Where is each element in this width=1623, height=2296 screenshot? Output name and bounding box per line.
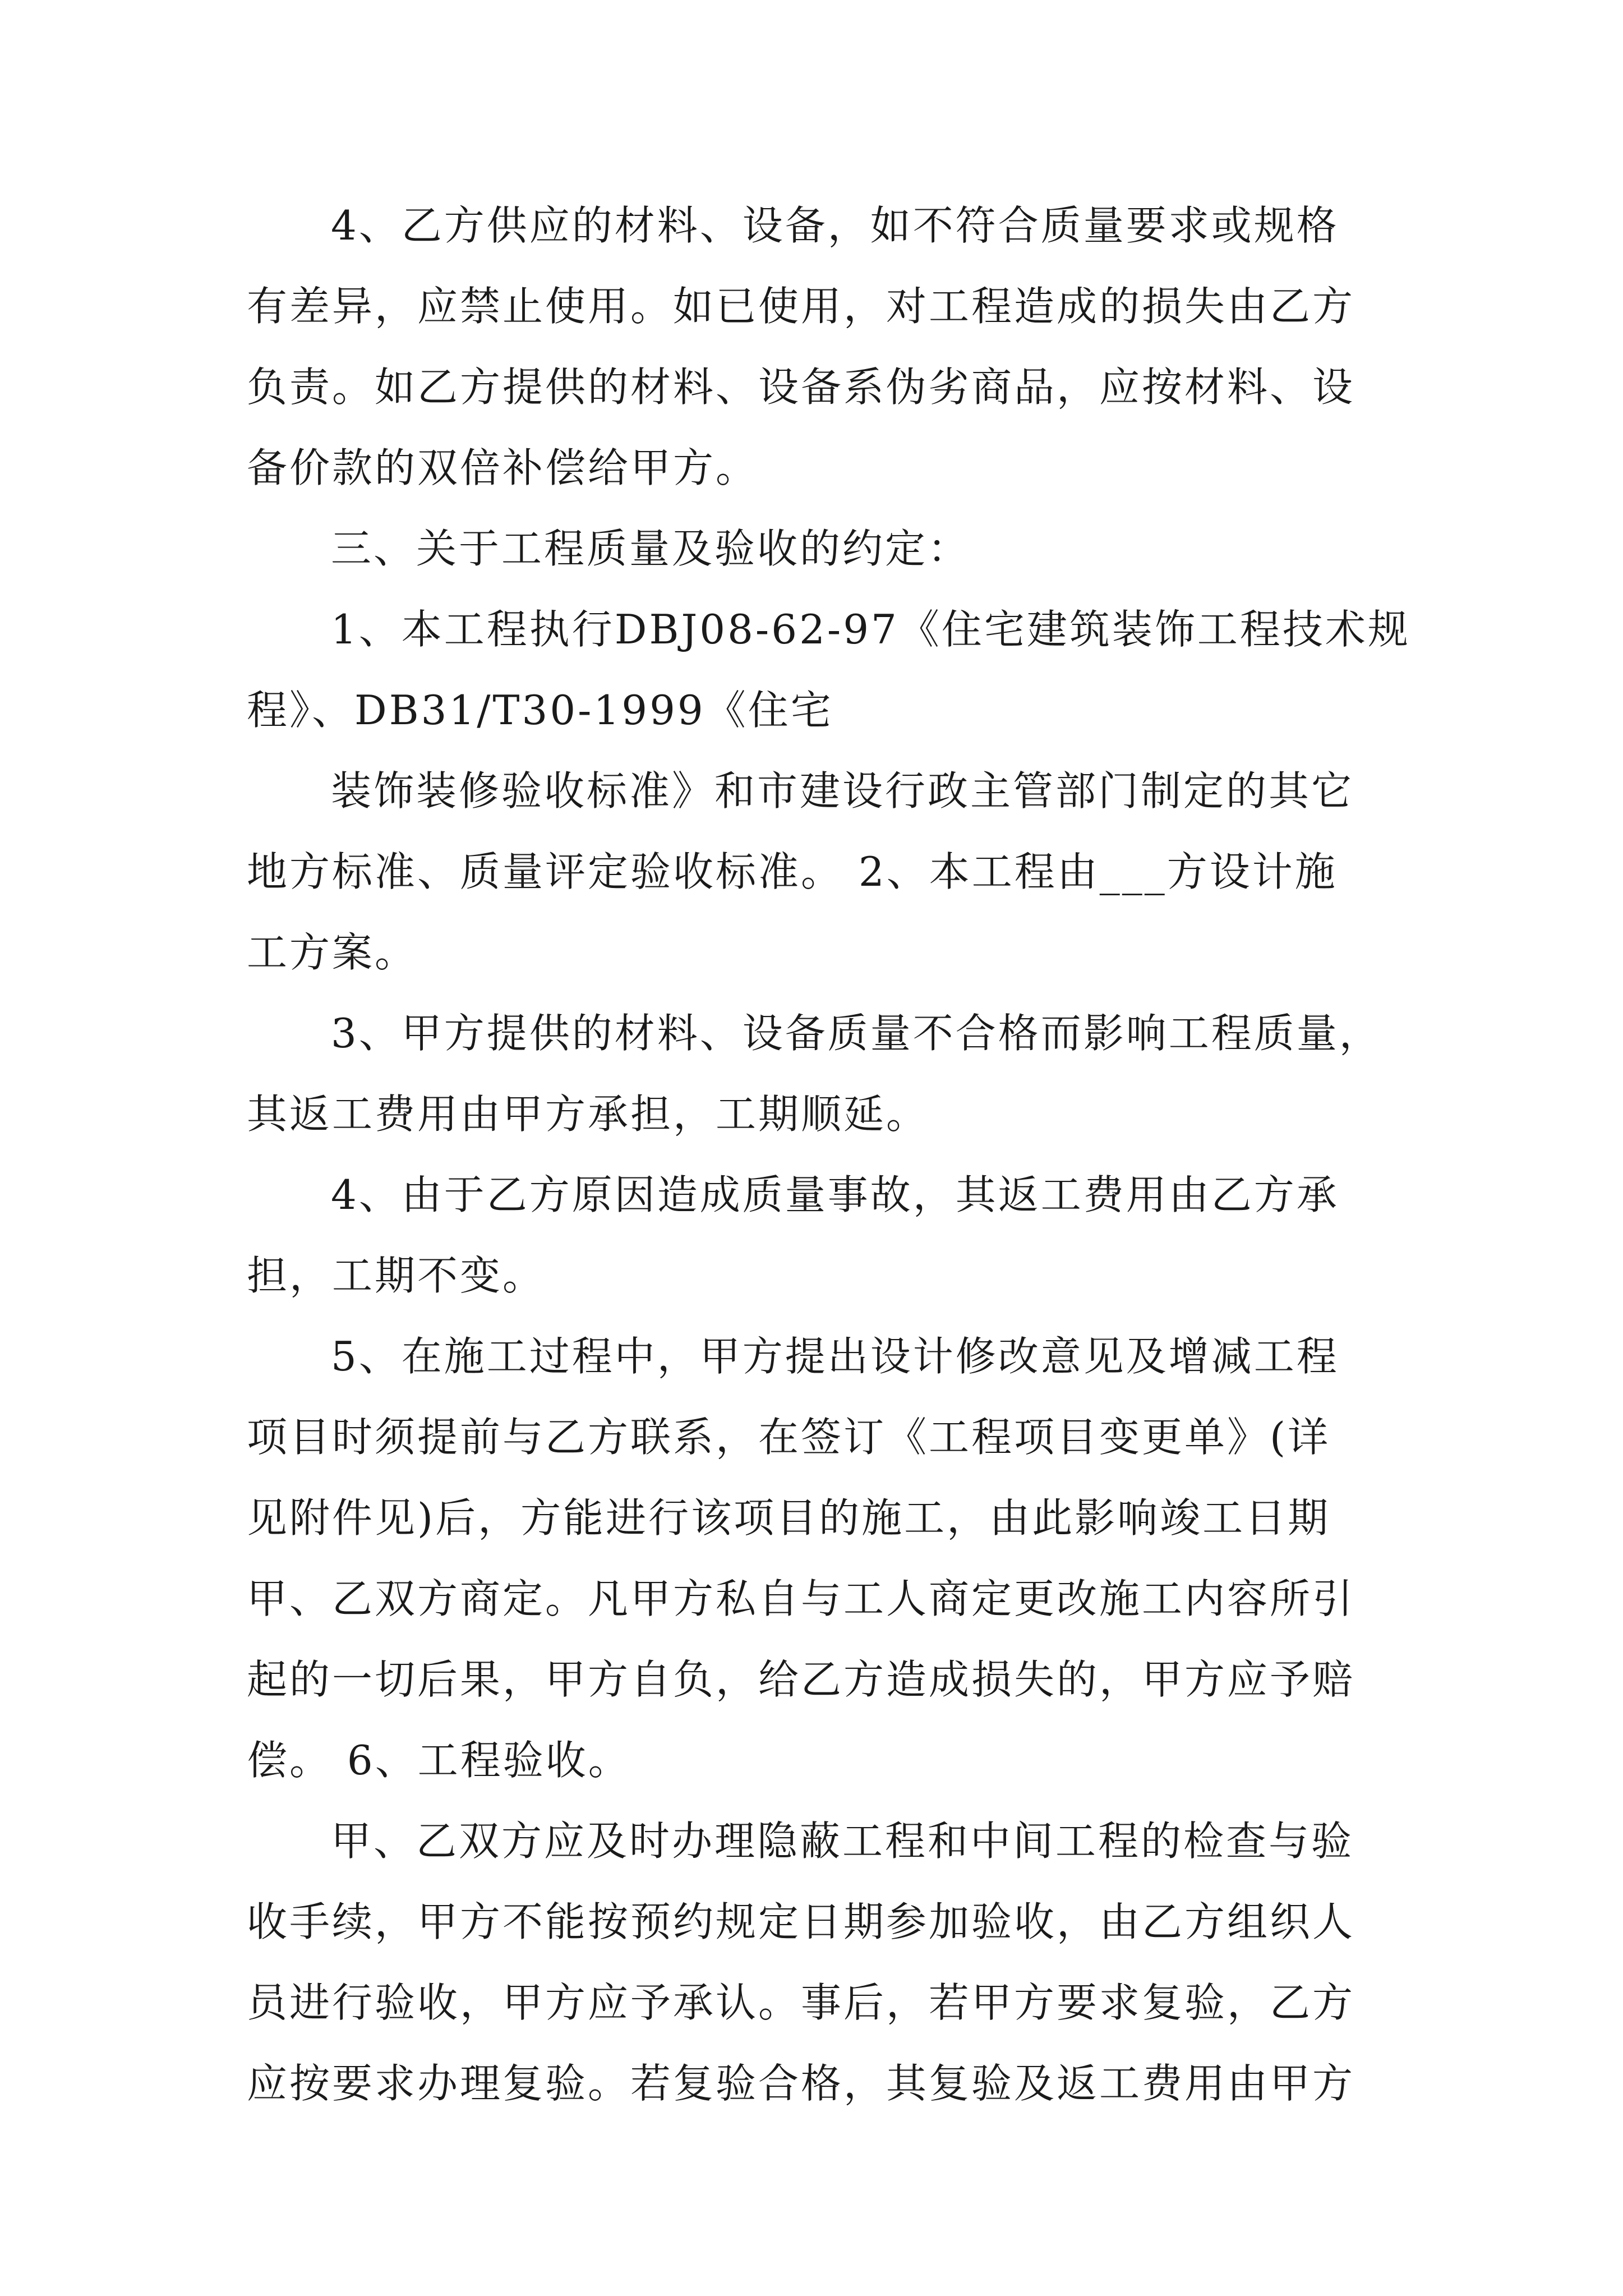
paragraph-line: 甲、乙双方商定。凡甲方私自与工人商定更改施工内容所引 (247, 1575, 1355, 1622)
paragraph-line: 装饰装修验收标准》和市建设行政主管部门制定的其它 (331, 767, 1354, 815)
paragraph-line: 应按要求办理复验。若复验合格，其复验及返工费用由甲方 (247, 2060, 1355, 2107)
paragraph-line: 担，工期不变。 (247, 1252, 546, 1299)
paragraph-line: 备价款的双倍补偿给甲方。 (247, 444, 759, 491)
paragraph-line: 项目时须提前与乙方联系，在签订《工程项目变更单》(详 (247, 1414, 1331, 1461)
paragraph-line: 见附件见)后，方能进行该项目的施工，由此影响竣工日期 (247, 1494, 1331, 1542)
section-heading: 三、关于工程质量及验收的约定： (331, 525, 971, 572)
paragraph-line: 4、由于乙方原因造成质量事故，其返工费用由乙方承 (331, 1171, 1339, 1218)
paragraph-line: 工方案。 (247, 929, 418, 976)
paragraph-line: 收手续，甲方不能按预约规定日期参加验收，由乙方组织人 (247, 1898, 1355, 1945)
paragraph-line: 偿。 6、工程验收。 (247, 1737, 631, 1784)
paragraph-line: 负责。如乙方提供的材料、设备系伪劣商品，应按材料、设 (247, 364, 1355, 411)
paragraph-line: 其返工费用由甲方承担，工期顺延。 (247, 1091, 929, 1138)
paragraph-line: 程》、DB31/T30-1999《住宅 (247, 687, 833, 734)
contract-body-text (247, 185, 1410, 2124)
paragraph-line: 甲、乙双方应及时办理隐蔽工程和中间工程的检查与验 (331, 1818, 1354, 1865)
paragraph-line: 地方标准、质量评定验收标准。 2、本工程由___方设计施 (247, 848, 1338, 895)
paragraph-line: 5、在施工过程中，甲方提出设计修改意见及增减工程 (331, 1333, 1339, 1380)
paragraph-line: 员进行验收，甲方应予承认。事后，若甲方要求复验，乙方 (247, 1979, 1355, 2026)
paragraph-line: 3、甲方提供的材料、设备质量不合格而影响工程质量， (331, 1010, 1382, 1057)
paragraph-line: 起的一切后果，甲方自负，给乙方造成损失的，甲方应予赔 (247, 1656, 1355, 1703)
paragraph-line: 有差异，应禁止使用。如已使用，对工程造成的损失由乙方 (247, 283, 1355, 330)
paragraph-line: 4、乙方供应的材料、设备，如不符合质量要求或规格 (331, 202, 1339, 249)
paragraph-line: 1、本工程执行DBJ08-62-97《住宅建筑装饰工程技术规 (331, 606, 1410, 653)
